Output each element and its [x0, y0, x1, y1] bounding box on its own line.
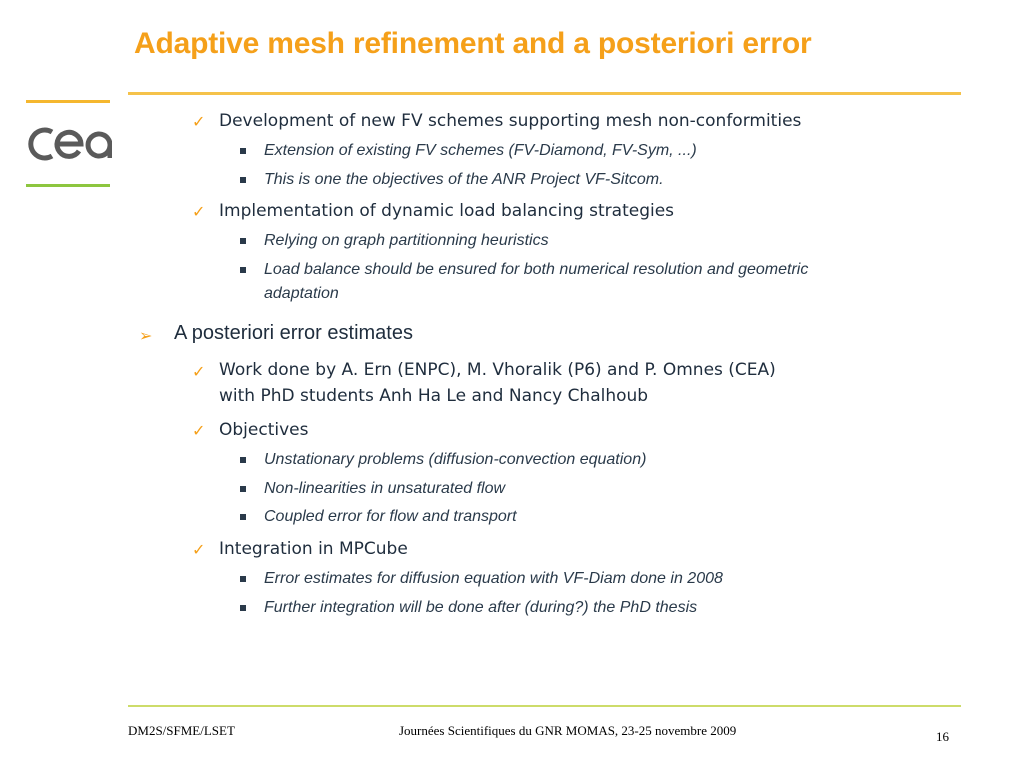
- list-item: Development of new FV schemes supporting mesh non-conformities: [219, 111, 802, 131]
- square-bullet-icon: [240, 267, 246, 273]
- list-item: Non-linearities in unsaturated flow: [264, 480, 506, 497]
- check-bullet-icon: ✓: [192, 202, 206, 221]
- footer-affiliation: DM2S/SFME/LSET: [128, 723, 235, 738]
- list-item: Error estimates for diffusion equation with VF-Diam done in 2008: [264, 570, 723, 587]
- cea-logo-icon: [24, 124, 112, 164]
- page-number: 16: [936, 729, 949, 744]
- slide-title: Adaptive mesh refinement and a posteriori error: [134, 27, 812, 60]
- list-item: Work done by A. Ern (ENPC), M. Vhoralik (P6) and P. Omnes (CEA): [219, 360, 776, 380]
- list-item: Further integration will be done after (during?) the PhD thesis: [264, 599, 698, 616]
- square-bullet-icon: [240, 238, 246, 244]
- list-item: Implementation of dynamic load balancing strategies: [219, 201, 675, 221]
- cea-logo: [24, 100, 112, 190]
- list-item: Unstationary problems (diffusion-convection equation): [264, 451, 647, 468]
- title-divider: [128, 92, 961, 95]
- square-bullet-icon: [240, 514, 246, 520]
- section-heading: A posteriori error estimates: [174, 322, 413, 344]
- check-bullet-icon: ✓: [192, 362, 206, 381]
- list-item-continuation: with PhD students Anh Ha Le and Nancy Chalhoub: [219, 386, 649, 406]
- square-bullet-icon: [240, 177, 246, 183]
- check-bullet-icon: ✓: [192, 112, 206, 131]
- list-item: Coupled error for flow and transport: [264, 508, 517, 525]
- logo-top-bar: [26, 100, 110, 103]
- list-item-continuation: adaptation: [264, 285, 339, 302]
- check-bullet-icon: ✓: [192, 540, 206, 559]
- check-bullet-icon: ✓: [192, 421, 206, 440]
- list-item: This is one the objectives of the ANR Project VF-Sitcom.: [264, 171, 664, 188]
- arrow-bullet-icon: ➢: [139, 326, 153, 345]
- list-item: Extension of existing FV schemes (FV-Diamond, FV-Sym, ...): [264, 142, 697, 159]
- square-bullet-icon: [240, 486, 246, 492]
- list-item: Relying on graph partitionning heuristics: [264, 232, 549, 249]
- list-item: Objectives: [219, 420, 309, 440]
- square-bullet-icon: [240, 605, 246, 611]
- footer-divider: [128, 705, 961, 707]
- logo-bottom-bar: [26, 184, 110, 187]
- square-bullet-icon: [240, 148, 246, 154]
- square-bullet-icon: [240, 576, 246, 582]
- square-bullet-icon: [240, 457, 246, 463]
- list-item: Integration in MPCube: [219, 539, 408, 559]
- footer-event: Journées Scientifiques du GNR MOMAS, 23-25 novembre 2009: [399, 723, 737, 738]
- list-item: Load balance should be ensured for both numerical resolution and geometric: [264, 261, 809, 278]
